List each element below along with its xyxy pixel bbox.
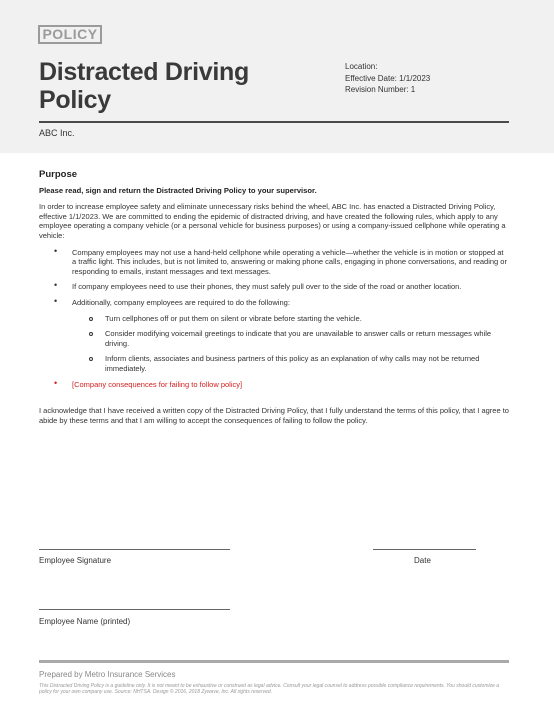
- meta-effective-date: Effective Date: 1/1/2023: [345, 73, 431, 83]
- date-line[interactable]: [373, 549, 476, 550]
- sub-list-item-text: Consider modifying voicemail greetings to indicate that you are unavailable to answer calls or return messages while driving.: [105, 329, 492, 348]
- list-item-text: Company employees may not use a hand-held cellphone while operating a vehicle—whether the vehicle is in motion or stopped at a traffic light. This includes, but is not limited to, answering or making phone calls, engaging in phone conversations, and reading or responding to emails, instant messages and text messages.: [72, 247, 507, 276]
- sub-list-item: [72, 314, 509, 324]
- list-item-text: [Company consequences for failing to follow policy]: [72, 379, 243, 389]
- meta-revision: Revision Number: 1: [345, 85, 416, 94]
- employee-signature-label: Employee Signature: [39, 556, 112, 565]
- list-item: [39, 245, 509, 277]
- header-divider: [39, 121, 509, 123]
- list-item-text: If company employees need to use their phones, they must safely pull over to the side of the road or another location.: [72, 282, 462, 292]
- list-item: [39, 282, 509, 292]
- list-item-text: Additionally, company employees are required to do the following:: [72, 297, 290, 307]
- document-meta: [345, 61, 430, 96]
- sub-list-item-text: Turn cellphones off or put them on silent or vibrate before starting the vehicle.: [105, 313, 362, 323]
- document-title: Distracted Driving Policy: [39, 58, 249, 114]
- sub-list-item: [72, 329, 509, 348]
- circle-bullet-icon: [89, 317, 93, 321]
- circle-bullet-icon: [89, 332, 93, 336]
- circle-bullet-icon: [89, 357, 93, 361]
- printed-name-line[interactable]: [39, 609, 230, 610]
- acknowledgement-paragraph: I acknowledge that I have received a written copy of the Distracted Driving Policy, that I fully understand the terms of this policy, that I agree to abide by these terms and that I am willing to accept the consequences of failing to follow the policy.: [39, 406, 509, 425]
- rules-list: [39, 245, 509, 390]
- company-name: ABC Inc.: [39, 128, 75, 138]
- lead-instruction: Please read, sign and return the Distracted Driving Policy to your supervisor.: [39, 185, 317, 195]
- prepared-by: Prepared by Metro Insurance Services: [39, 670, 176, 679]
- list-item-consequences: [39, 377, 509, 390]
- sub-list-item-text: Inform clients, associates and business partners of this policy as an explanation of why calls may not be returned immediately.: [105, 354, 480, 373]
- sub-list: [72, 314, 509, 374]
- date-label: Date: [414, 556, 431, 565]
- bullet-icon: •: [54, 245, 58, 256]
- bullet-icon: •: [54, 377, 58, 388]
- policy-content: [39, 170, 509, 432]
- employee-name-label: Employee Name (printed): [39, 617, 131, 626]
- intro-paragraph: In order to increase employee safety and eliminate unnecessary risks behind the wheel, ABC Inc. has enacted a Distracted Driving Policy, effective 1/1/2023. We are committed to ending the epidemic of distracted driving, and have created the following rules, which apply to any employee operating a company vehicle (or a personal vehicle for business purposes) or using a company-issued cellphone while operating a vehicle:: [39, 202, 506, 240]
- signature-line[interactable]: [39, 549, 230, 550]
- bullet-icon: •: [54, 295, 58, 306]
- sub-list-item: [72, 354, 509, 373]
- section-title: Purpose: [39, 169, 78, 180]
- policy-badge: POLICY: [38, 25, 102, 44]
- list-item: [39, 295, 509, 374]
- footer-disclaimer: This Distracted Driving Policy is a guideline only. It is not meant to be exhaustive or construed as legal advice. Consult your legal counsel to address possible compliance requirements. You should customize a policy for your own company use. Source: NHTSA. Design © 2016, 2018 Zywave, Inc. All rights reserved.: [39, 683, 500, 696]
- meta-location: Location:: [345, 62, 378, 71]
- footer-divider: [39, 660, 509, 663]
- bullet-icon: •: [54, 280, 58, 291]
